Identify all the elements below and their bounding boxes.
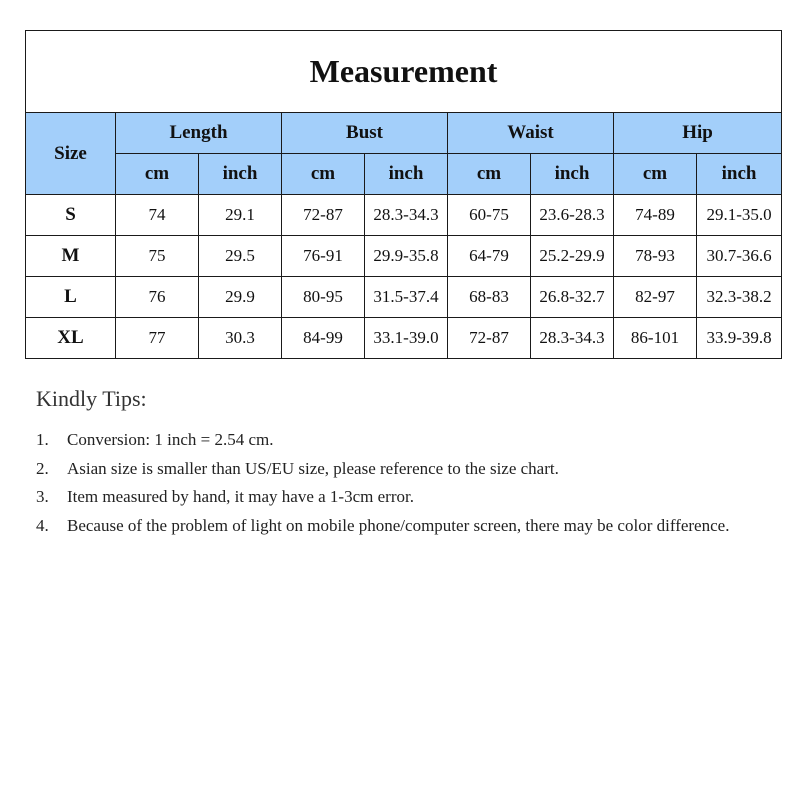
table-cell: 29.9 (199, 277, 282, 318)
size-cell: L (26, 277, 116, 318)
unit-header: cm (282, 154, 365, 195)
table-cell: 31.5-37.4 (365, 277, 448, 318)
table-row (26, 318, 782, 359)
kindly-tips (36, 386, 776, 540)
table-cell: 32.3-38.2 (697, 277, 782, 318)
table-cell: 23.6-28.3 (531, 195, 614, 236)
unit-header: inch (199, 154, 282, 195)
table-cell: 82-97 (614, 277, 697, 318)
unit-header: inch (365, 154, 448, 195)
group-header-bust: Bust (282, 113, 448, 154)
tip-item (36, 483, 776, 512)
size-cell: S (26, 195, 116, 236)
table-cell: 74-89 (614, 195, 697, 236)
size-cell: XL (26, 318, 116, 359)
table-cell: 72-87 (282, 195, 365, 236)
tip-item (36, 512, 776, 541)
measurement-table (25, 30, 782, 359)
unit-header: inch (697, 154, 782, 195)
table-cell: 29.5 (199, 236, 282, 277)
table-cell: 33.1-39.0 (365, 318, 448, 359)
table-cell: 28.3-34.3 (531, 318, 614, 359)
table-cell: 29.1-35.0 (697, 195, 782, 236)
table-cell: 64-79 (448, 236, 531, 277)
tip-text: Item measured by hand, it may have a 1-3cm error. (67, 487, 414, 506)
tip-text: Asian size is smaller than US/EU size, please reference to the size chart. (67, 458, 559, 478)
size-header: Size (26, 113, 116, 195)
unit-header: inch (531, 154, 614, 195)
tip-number: 1. (36, 430, 49, 449)
table-cell: 86-101 (614, 318, 697, 359)
tip-item (36, 426, 776, 455)
tips-list (36, 426, 776, 540)
table-cell: 84-99 (282, 318, 365, 359)
table-title: Measurement (26, 31, 782, 113)
tip-text: Conversion: 1 inch = 2.54 cm. (67, 430, 274, 449)
group-header-waist: Waist (448, 113, 614, 154)
table-cell: 68-83 (448, 277, 531, 318)
table-cell: 28.3-34.3 (365, 195, 448, 236)
unit-header: cm (448, 154, 531, 195)
size-cell: M (26, 236, 116, 277)
table-cell: 76-91 (282, 236, 365, 277)
table-cell: 29.1 (199, 195, 282, 236)
table-cell: 26.8-32.7 (531, 277, 614, 318)
table-cell: 77 (116, 318, 199, 359)
table-cell: 30.3 (199, 318, 282, 359)
table-cell: 72-87 (448, 318, 531, 359)
tip-text: Because of the problem of light on mobile phone/computer screen, there may be color difference. (67, 515, 730, 535)
table-row (26, 277, 782, 318)
table-cell: 30.7-36.6 (697, 236, 782, 277)
table-cell: 78-93 (614, 236, 697, 277)
group-header-length: Length (116, 113, 282, 154)
table-cell: 29.9-35.8 (365, 236, 448, 277)
table-row (26, 195, 782, 236)
table-cell: 80-95 (282, 277, 365, 318)
table-cell: 25.2-29.9 (531, 236, 614, 277)
unit-header: cm (614, 154, 697, 195)
group-header-hip: Hip (614, 113, 782, 154)
table-cell: 33.9-39.8 (697, 318, 782, 359)
table-cell: 76 (116, 277, 199, 318)
tips-title: Kindly Tips: (36, 386, 147, 411)
tip-number: 2. (36, 458, 49, 478)
tip-number: 4. (36, 515, 49, 535)
unit-header: cm (116, 154, 199, 195)
table-cell: 75 (116, 236, 199, 277)
table-cell: 60-75 (448, 195, 531, 236)
table-row (26, 236, 782, 277)
table-cell: 74 (116, 195, 199, 236)
tip-item (36, 455, 776, 484)
tip-number: 3. (36, 487, 49, 506)
